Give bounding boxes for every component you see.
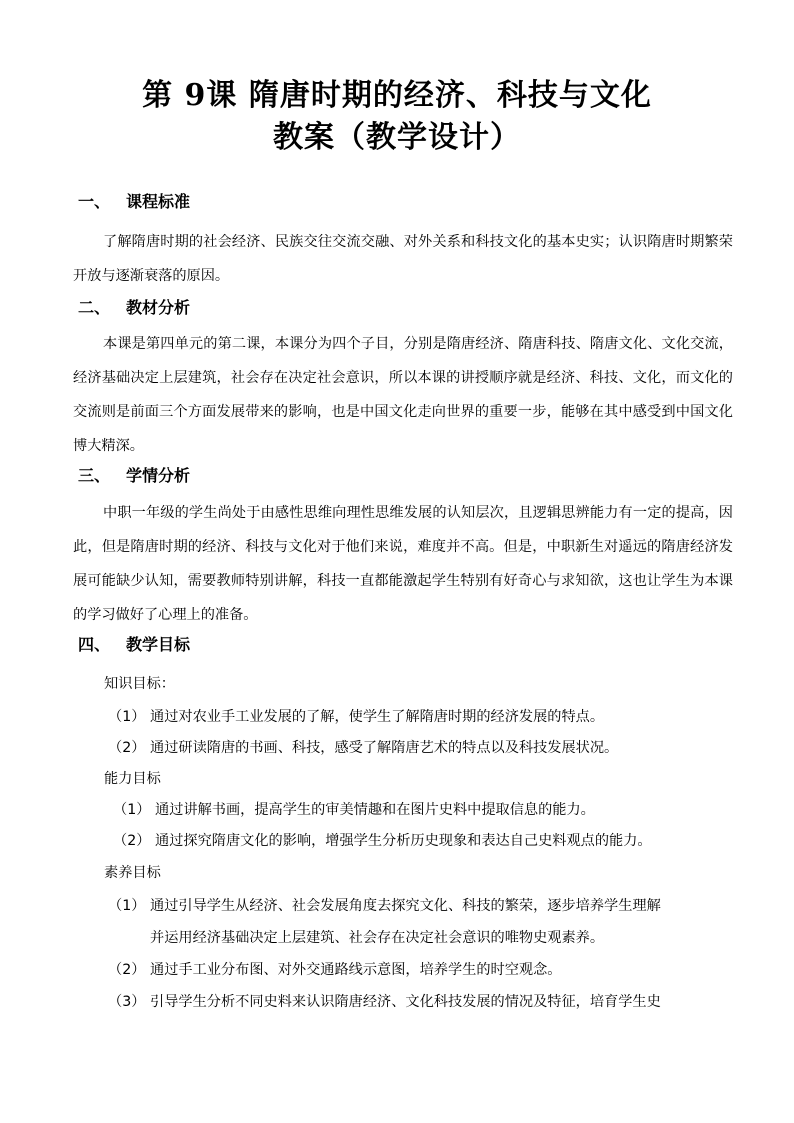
section-title: 教学目标 bbox=[126, 635, 191, 654]
list-item-continuation: 并运用经济基础决定上层建筑、社会存在决定社会意识的唯物史观素养。 bbox=[150, 930, 605, 946]
list-item-number: （2） bbox=[113, 833, 151, 849]
section-title: 教材分析 bbox=[126, 298, 191, 317]
section-heading-teaching-objectives bbox=[78, 634, 190, 656]
list-item-text: 通过对农业手工业发展的了解，使学生了解隋唐时期的经济发展的特点。 bbox=[150, 709, 605, 725]
list-item-number: （2） bbox=[108, 962, 146, 978]
list-item-number: （1） bbox=[108, 898, 146, 914]
list-item bbox=[108, 706, 604, 728]
objective-group-label-knowledge: 知识目标： bbox=[104, 676, 175, 692]
section-paragraph-textbook-analysis: 本课是第四单元的第二课，本课分为四个子目，分别是隋唐经济、隋唐科技、隋唐文化、文化交流，经济基础决定上层建筑，社会存在决定社会意识，所以本课的讲授顺序就是经济、科技、文化，而文化的交流则是前面三个方面发展带来的影响，也是中国文化走向世界的重要一步，能够在其中感受到中国文化博大精深。 bbox=[73, 336, 733, 454]
list-item-text: 通过研读隋唐的书画、科技，感受了解隋唐艺术的特点以及科技发展状况。 bbox=[150, 740, 619, 756]
section-number: 四、 bbox=[78, 635, 111, 654]
section-heading-curriculum-standard bbox=[78, 191, 190, 213]
list-item-text: 通过引导学生从经济、社会发展角度去探究文化、科技的繁荣，逐步培养学生理解 bbox=[150, 898, 661, 914]
section-number: 二、 bbox=[78, 298, 111, 317]
section-heading-learner-analysis bbox=[78, 465, 190, 487]
section-number: 一、 bbox=[78, 192, 111, 211]
list-item bbox=[108, 991, 661, 1013]
list-item-number: （1） bbox=[113, 802, 151, 818]
page-title: 第 9课 隋唐时期的经济、科技与文化 bbox=[142, 78, 652, 113]
list-item-text: 引导学生分析不同史料来认识隋唐经济、文化科技发展的情况及特征，培育学生史 bbox=[150, 994, 661, 1010]
section-title: 学情分析 bbox=[126, 466, 191, 485]
list-item bbox=[113, 830, 652, 852]
list-item-text: 通过讲解书画，提高学生的审美情趣和在图片史料中提取信息的能力。 bbox=[155, 802, 595, 818]
list-item-text: 通过手工业分布图、对外交通路线示意图，培养学生的时空观念。 bbox=[150, 962, 562, 978]
list-item bbox=[108, 959, 561, 981]
objective-group-label-ability: 能力目标 bbox=[104, 771, 161, 787]
section-heading-textbook-analysis bbox=[78, 297, 190, 319]
list-item-number: （2） bbox=[108, 740, 146, 756]
list-item-text: 通过探究隋唐文化的影响，增强学生分析历史现象和表达自己史料观点的能力。 bbox=[155, 833, 652, 849]
objective-group-label-literacy: 素养目标 bbox=[104, 865, 161, 881]
list-item bbox=[108, 895, 661, 917]
list-item-number: （3） bbox=[108, 994, 146, 1010]
section-number: 三、 bbox=[78, 466, 111, 485]
list-item-number: （1） bbox=[108, 709, 146, 725]
list-item bbox=[113, 799, 595, 821]
list-item bbox=[108, 737, 618, 759]
section-paragraph-curriculum-standard: 了解隋唐时期的社会经济、民族交往交流交融、对外关系和科技文化的基本史实；认识隋唐时期繁荣开放与逐渐衰落的原因。 bbox=[73, 234, 733, 284]
page-subtitle: 教案（教学设计） bbox=[273, 120, 521, 155]
section-title: 课程标准 bbox=[126, 192, 191, 211]
section-paragraph-learner-analysis: 中职一年级的学生尚处于由感性思维向理性思维发展的认知层次，且逻辑思辨能力有一定的提高，因此，但是隋唐时期的经济、科技与文化对于他们来说，难度并不高。但是，中职新生对遥远的隋唐经济发展可能缺少认知，需要教师特别讲解，科技一直都能激起学生特别有好奇心与求知欲，这也让学生为本课的学习做好了心理上的准备。 bbox=[73, 505, 733, 623]
